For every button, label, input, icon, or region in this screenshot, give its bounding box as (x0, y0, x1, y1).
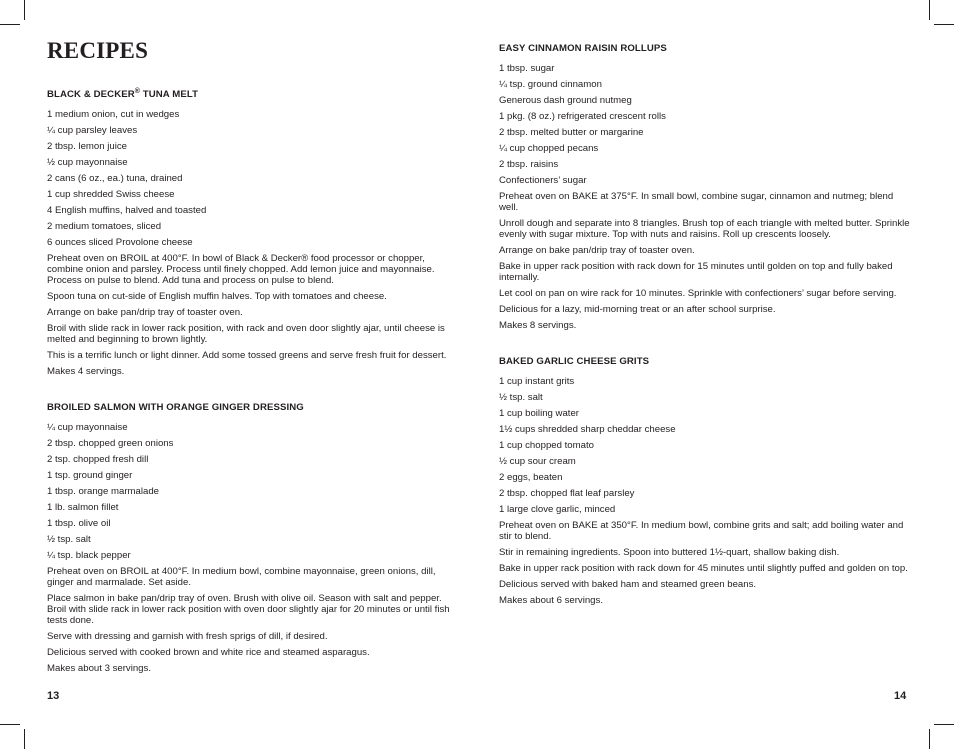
ingredient-item: Generous dash ground nutmeg (499, 95, 632, 106)
ingredient-item: 1 cup instant grits (499, 376, 575, 387)
ingredient-item: 2 tbsp. raisins (499, 159, 559, 170)
crop-mark-top-left-vertical (24, 0, 25, 20)
ingredient-item: 1 tbsp. orange marmalade (47, 486, 159, 497)
ingredient-item: 4 English muffins, halved and toasted (47, 205, 207, 216)
recipe-title-name: TUNA MELT (140, 89, 199, 100)
ingredient-item: 2 medium tomatoes, sliced (47, 221, 162, 232)
recipe-broiled-salmon (47, 402, 459, 679)
registered-mark: ® (134, 87, 141, 95)
ingredient-item: 1 cup chopped tomato (499, 440, 594, 451)
step-paragraph: Broil with slide rack in lower rack position, with rack and oven door slightly ajar, until cheese is melted and beginning to brown lightly. (47, 323, 445, 345)
step-paragraph: Spoon tuna on cut-side of English muffin halves. Top with tomatoes and cheese. (47, 291, 387, 302)
ingredient-item: 1 cup shredded Swiss cheese (47, 189, 175, 200)
ingredient-item: ½ tsp. salt (499, 392, 543, 403)
ingredient-item: ½ cup mayonnaise (47, 157, 128, 168)
ingredient-item: 1½ cups shredded sharp cheddar cheese (499, 424, 676, 435)
recipe-title: BAKED GARLIC CHEESE GRITS (499, 356, 650, 367)
page-number-left: 13 (47, 690, 60, 702)
ingredient-item: 1 large clove garlic, minced (499, 504, 616, 515)
step-paragraph: Makes about 6 servings. (499, 595, 603, 606)
step-paragraph: Bake in upper rack position with rack down for 45 minutes until slightly puffed and golden on top. (499, 563, 908, 574)
ingredient-item: 2 tbsp. chopped green onions (47, 438, 174, 449)
ingredient-item: 1 lb. salmon fillet (47, 502, 119, 513)
crop-mark-bottom-right-horizontal (934, 724, 954, 725)
ingredient-item: 6 ounces sliced Provolone cheese (47, 237, 193, 248)
step-list (499, 520, 911, 606)
ingredient-item: 1 tbsp. olive oil (47, 518, 111, 529)
recipe-garlic-cheese-grits (499, 356, 911, 611)
step-paragraph: Delicious for a lazy, mid-morning treat or an after school surprise. (499, 304, 776, 315)
ingredient-item: 1 cup boiling water (499, 408, 579, 419)
ingredient-item: 1 pkg. (8 oz.) refrigerated crescent rolls (499, 111, 666, 122)
recipe-title: BROILED SALMON WITH ORANGE GINGER DRESSING (47, 402, 304, 413)
page-title: RECIPES (47, 38, 149, 63)
ingredient-item: ½ tsp. salt (47, 534, 91, 545)
step-paragraph: This is a terrific lunch or light dinner. Add some tossed greens and serve fresh fruit for dessert. (47, 350, 447, 361)
step-paragraph: Stir in remaining ingredients. Spoon into buttered 1½-quart, shallow baking dish. (499, 547, 840, 558)
ingredient-item: 2 cans (6 oz., ea.) tuna, drained (47, 173, 183, 184)
ingredient-item: 2 eggs, beaten (499, 472, 563, 483)
step-paragraph: Bake in upper rack position with rack down for 15 minutes until golden on top and fully baked internally. (499, 261, 893, 283)
step-paragraph: Unroll dough and separate into 8 triangles. Brush top of each triangle with melted butter. Sprinkle evenly with sugar mixture. Top with nuts and raisins. Roll up crescents loosely. (499, 218, 910, 240)
ingredient-item: ½ cup sour cream (499, 456, 576, 467)
crop-mark-bottom-right-vertical (929, 729, 930, 749)
step-paragraph: Makes 4 servings. (47, 366, 125, 377)
recipe-title: EASY CINNAMON RAISIN ROLLUPS (499, 43, 667, 54)
step-paragraph: Preheat oven on BROIL at 400°F. In bowl of Black & Decker® food processor or chopper, combine onion and parsley. Process until finely chopped. Add lemon juice and mayonnaise. Process on pulse to blend. Add tuna and process on pulse to blend. (47, 253, 435, 286)
crop-mark-top-left-horizontal (0, 24, 20, 25)
crop-mark-top-right-vertical (929, 0, 930, 20)
step-list (47, 566, 459, 674)
recipe-cinnamon-rollups (499, 43, 911, 336)
ingredient-item: ¼ cup chopped pecans (499, 143, 599, 154)
step-paragraph: Arrange on bake pan/drip tray of toaster oven. (47, 307, 243, 318)
step-paragraph: Arrange on bake pan/drip tray of toaster oven. (499, 245, 695, 256)
recipe-title-brand: BLACK & DECKER (47, 89, 135, 100)
ingredient-list (499, 63, 911, 187)
crop-mark-bottom-left-horizontal (0, 724, 20, 725)
step-paragraph: Let cool on pan on wire rack for 10 minutes. Sprinkle with confectioners’ sugar before serving. (499, 288, 897, 299)
recipe-tuna-melt (47, 89, 459, 382)
step-paragraph: Makes about 3 servings. (47, 663, 151, 674)
step-list (47, 253, 459, 377)
ingredient-item: 2 tsp. chopped fresh dill (47, 454, 149, 465)
step-list (499, 191, 911, 331)
ingredient-list (499, 376, 911, 516)
step-paragraph: Preheat oven on BAKE at 350°F. In medium bowl, combine grits and salt; add boiling water and stir to blend. (499, 520, 904, 542)
ingredient-list (47, 109, 459, 249)
step-paragraph: Preheat oven on BAKE at 375°F. In small bowl, combine sugar, cinnamon and nutmeg; blend well. (499, 191, 894, 213)
ingredient-item: 1 tsp. ground ginger (47, 470, 133, 481)
ingredient-item: 2 tbsp. lemon juice (47, 141, 127, 152)
ingredient-list (47, 422, 459, 562)
ingredient-item: Confectioners’ sugar (499, 175, 587, 186)
ingredient-item: 2 tbsp. melted butter or margarine (499, 127, 644, 138)
step-paragraph: Serve with dressing and garnish with fresh sprigs of dill, if desired. (47, 631, 328, 642)
ingredient-item: ¼ tsp. ground cinnamon (499, 79, 602, 90)
ingredient-item: 2 tbsp. chopped flat leaf parsley (499, 488, 635, 499)
ingredient-item: ¼ cup parsley leaves (47, 125, 138, 136)
crop-mark-bottom-left-vertical (24, 729, 25, 749)
ingredient-item: 1 tbsp. sugar (499, 63, 555, 74)
step-paragraph: Delicious served with cooked brown and white rice and steamed asparagus. (47, 647, 370, 658)
step-paragraph: Preheat oven on BROIL at 400°F. In medium bowl, combine mayonnaise, green onions, dill, ginger and marmalade. Set aside. (47, 566, 436, 588)
crop-mark-top-right-horizontal (934, 24, 954, 25)
step-paragraph: Makes 8 servings. (499, 320, 577, 331)
step-paragraph: Delicious served with baked ham and steamed green beans. (499, 579, 757, 590)
recipe-title (47, 89, 459, 101)
ingredient-item: ¼ tsp. black pepper (47, 550, 131, 561)
ingredient-item: 1 medium onion, cut in wedges (47, 109, 180, 120)
step-paragraph: Place salmon in bake pan/drip tray of oven. Brush with olive oil. Season with salt and pepper. Broil with slide rack in lower rack position with oven door slightly ajar for 20 minutes or until fish tests done. (47, 593, 450, 626)
ingredient-item: ¼ cup mayonnaise (47, 422, 128, 433)
page-number-right: 14 (894, 690, 907, 702)
